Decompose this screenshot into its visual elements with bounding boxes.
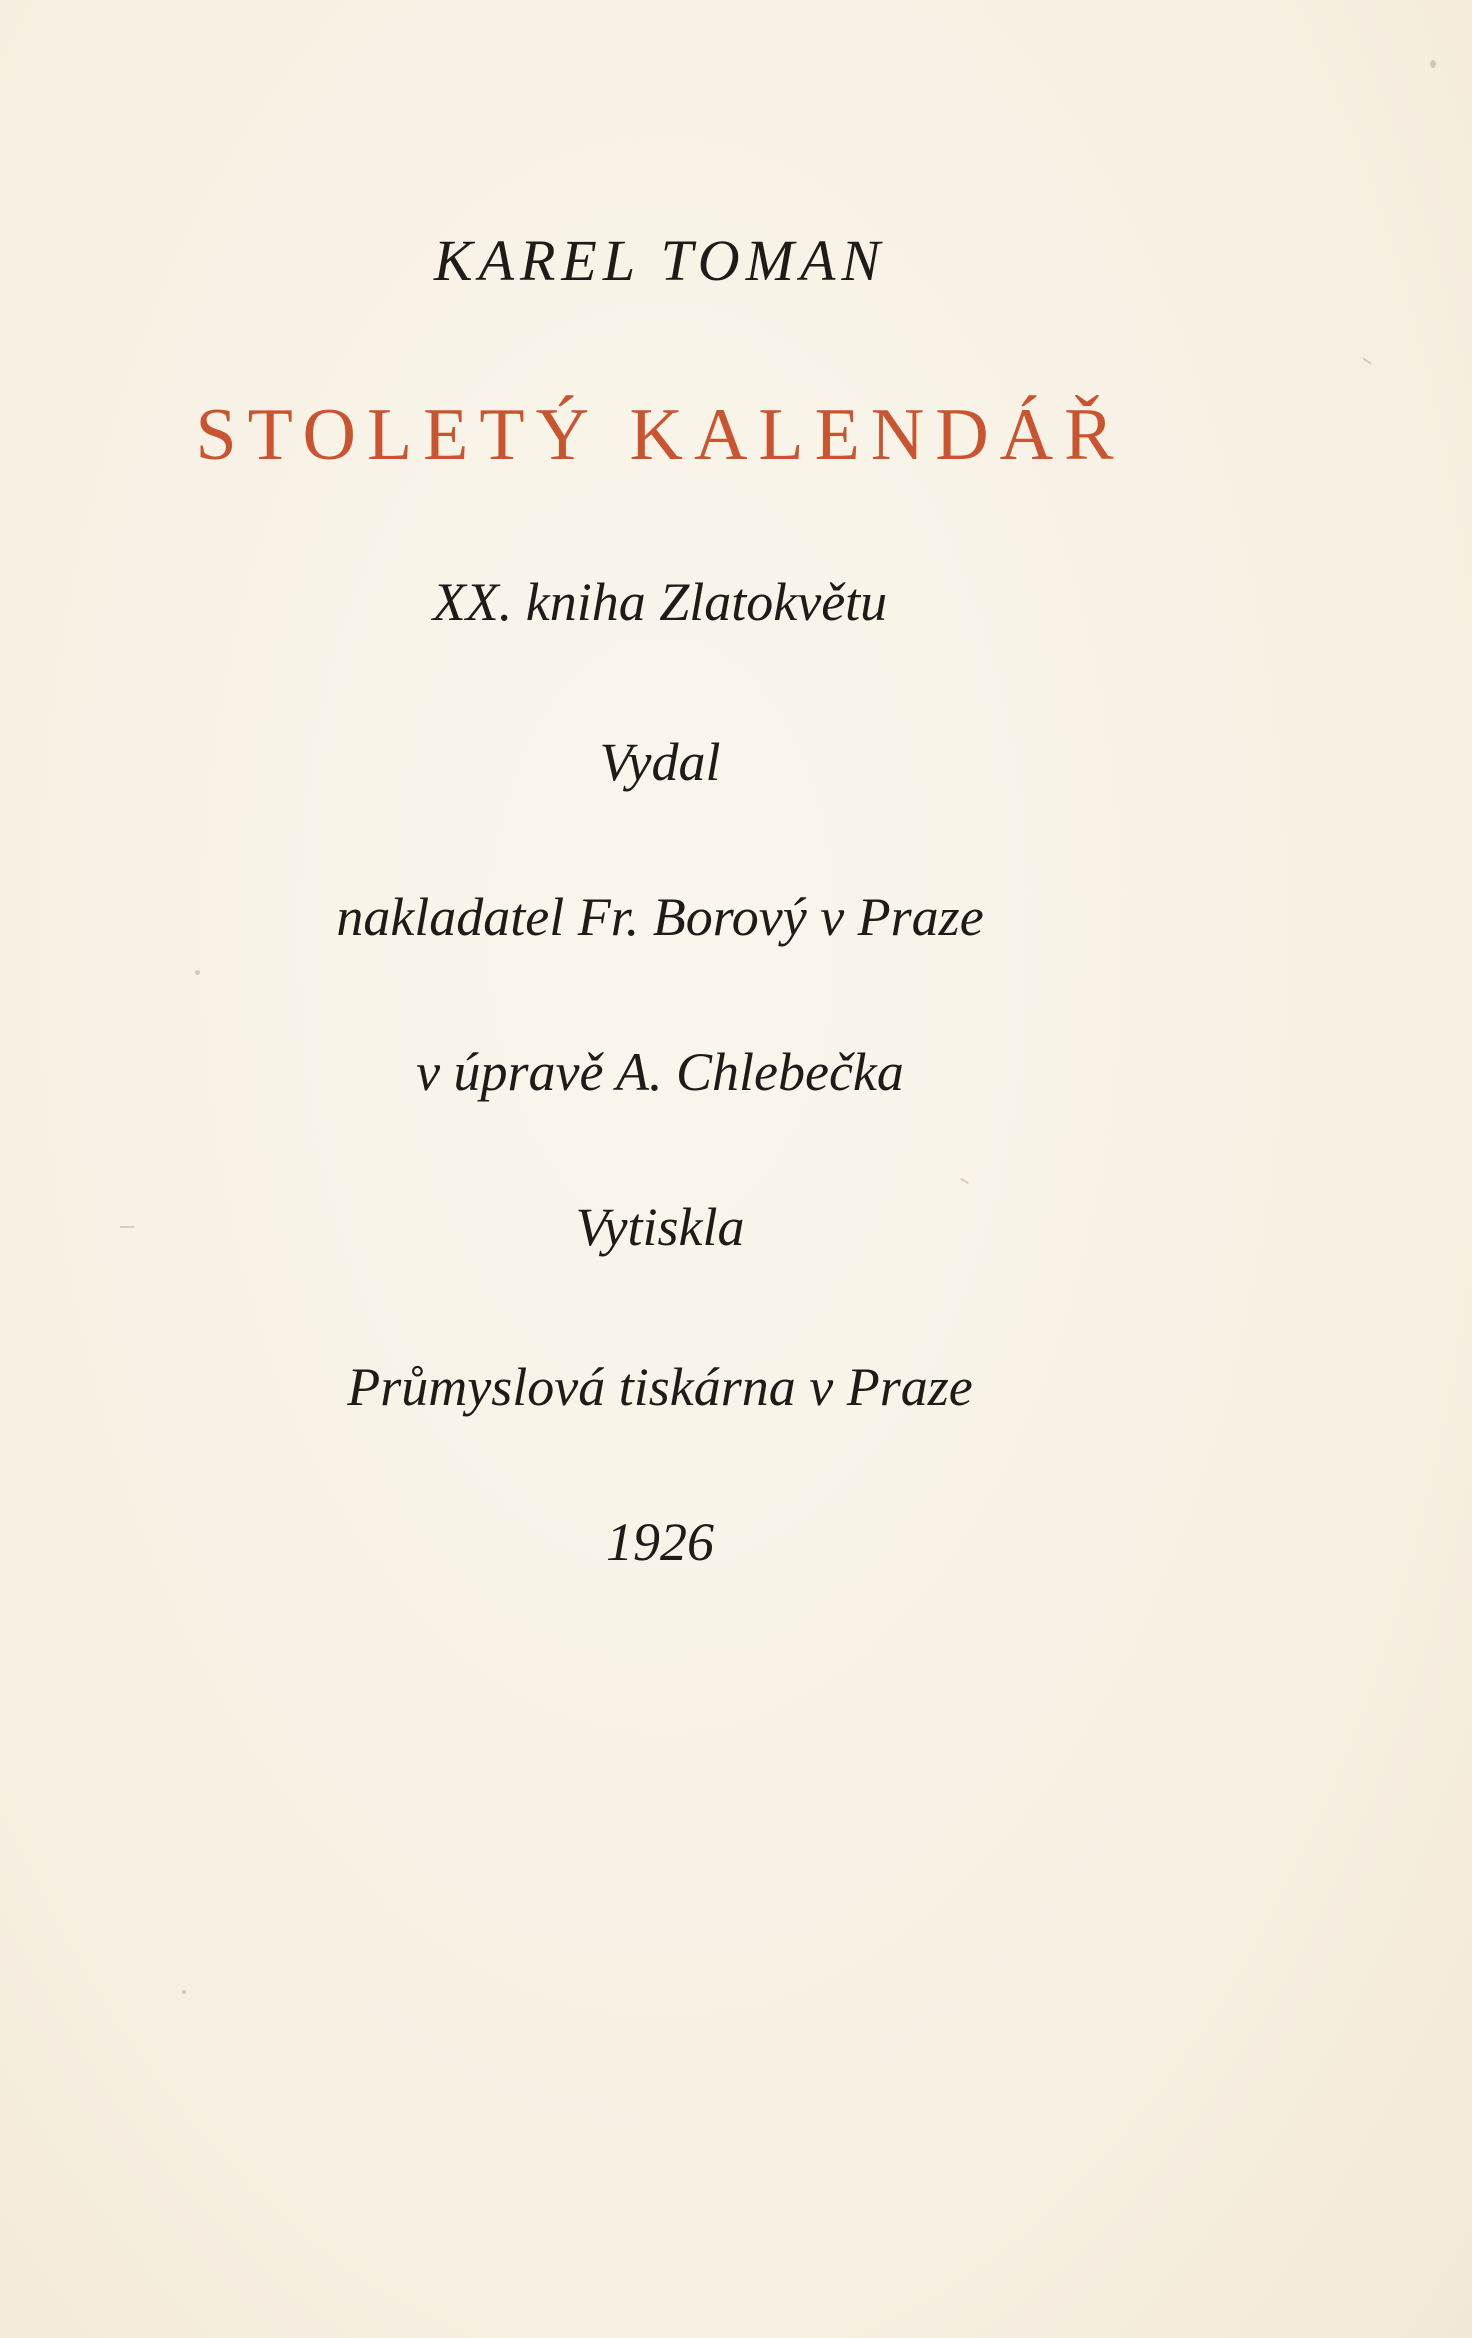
series-line: XX. kniha Zlatokvětu <box>432 572 888 632</box>
paper-speck <box>195 970 200 975</box>
paper-speck <box>1430 60 1436 68</box>
printed-label: Vytiskla <box>575 1197 745 1257</box>
book-title: STOLETÝ KALENDÁŘ <box>195 394 1125 476</box>
publication-year: 1926 <box>606 1512 714 1572</box>
published-label: Vydal <box>599 732 721 792</box>
paper-mark <box>1362 357 1371 364</box>
publisher-line: nakladatel Fr. Borový v Praze <box>336 887 984 947</box>
author-name: KAREL TOMAN <box>433 228 887 293</box>
paper-mark <box>120 1226 134 1228</box>
paper-speck <box>182 1990 186 1994</box>
design-credit: v úpravě A. Chlebečka <box>416 1042 904 1102</box>
printer-line: Průmyslová tiskárna v Praze <box>347 1357 973 1417</box>
paper-mark <box>960 1178 969 1184</box>
